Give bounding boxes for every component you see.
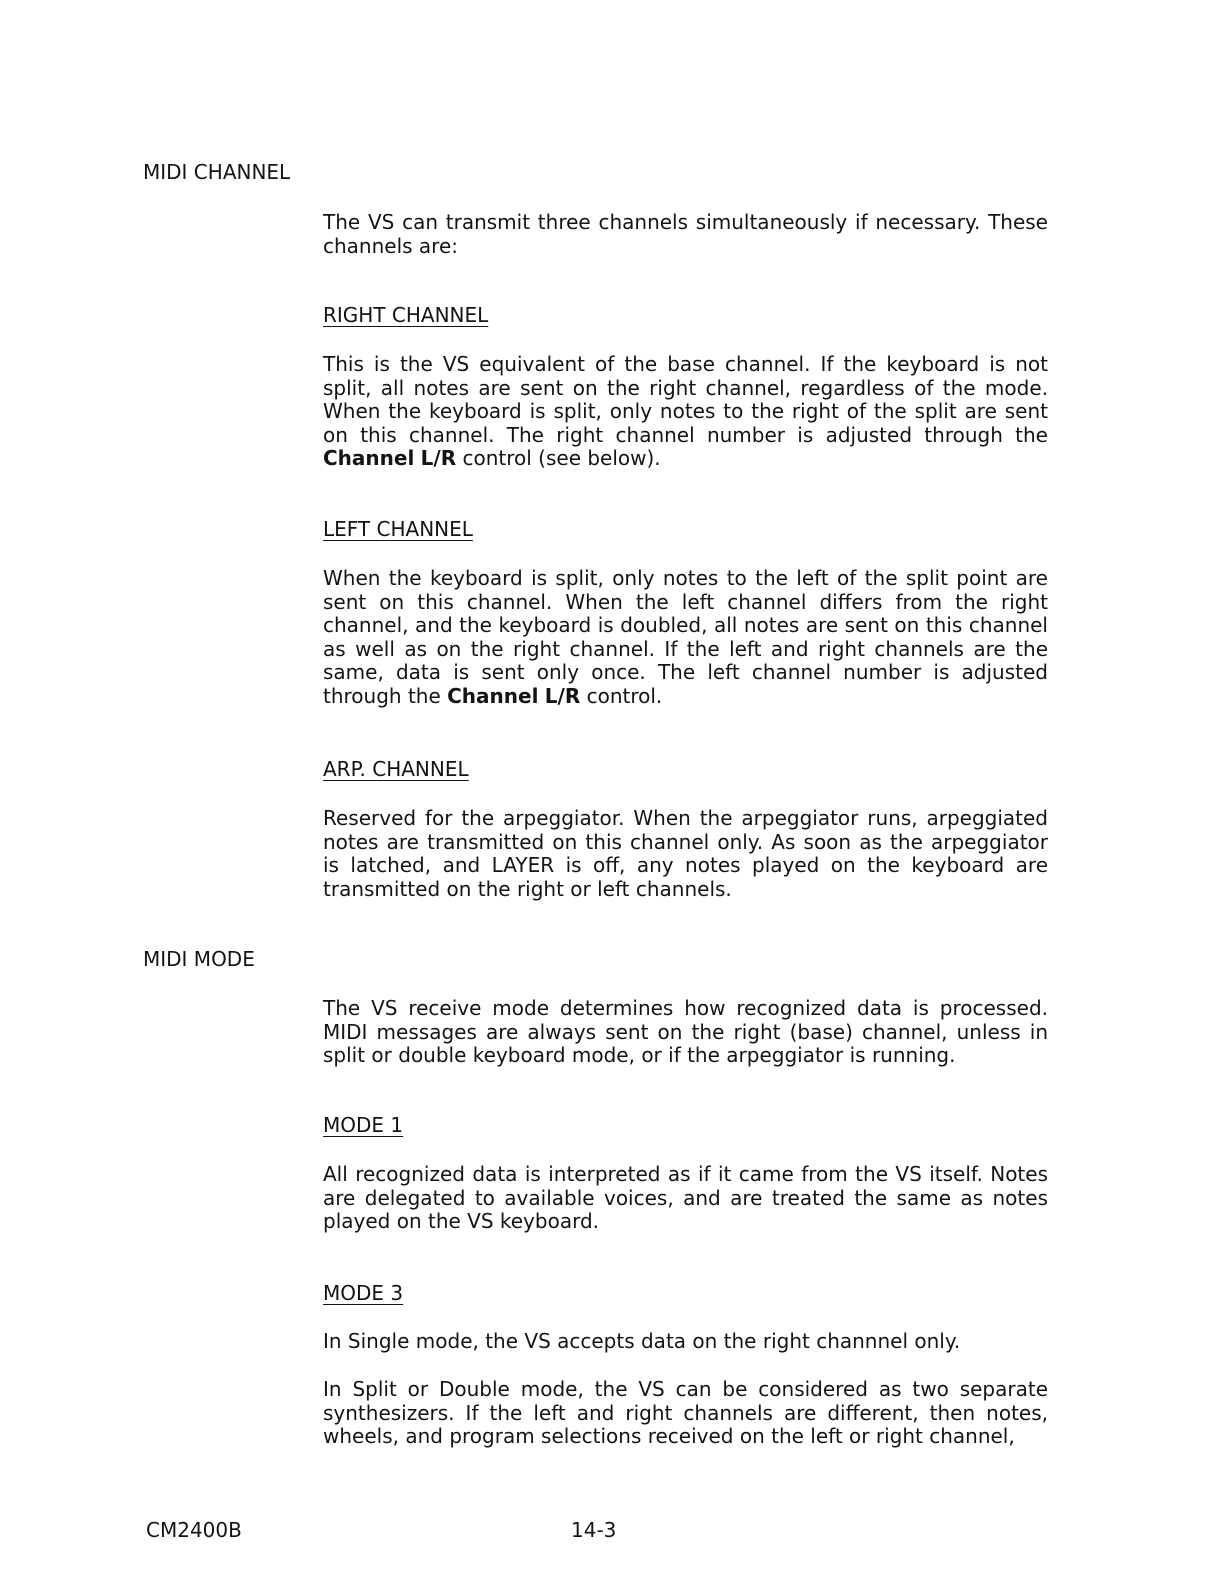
mode1-paragraph: All recognized data is interpreted as if it came from the VS itself. Notes are delegated to available voices, and are treated the same as notes played on the VS keyboard. xyxy=(323,1162,1048,1233)
mode3-title-block xyxy=(323,1281,1048,1305)
right-channel-paragraph xyxy=(323,353,1048,471)
right-channel-control-name: Channel xyxy=(323,446,415,470)
footer-page-number: 14-3 xyxy=(571,1518,617,1542)
subheading-right-channel: RIGHT CHANNEL xyxy=(323,303,489,327)
heading-midi-mode: MIDI MODE xyxy=(143,947,255,971)
mode3-block-2 xyxy=(323,1378,1048,1449)
right-channel-text: This is the VS equivalent of the base channel. If the keyboard is not split, all notes are sent on the right channel, regardless of the mode. When the keyboard is split, only notes to the right of the split are sent on this channel. The right channel number is adjusted through the xyxy=(323,352,1048,447)
right-channel-control-lr: L/R xyxy=(420,446,457,470)
mode1-title-block xyxy=(323,1113,1048,1137)
mode1-block xyxy=(323,1163,1048,1234)
left-channel-control-lr: L/R xyxy=(544,683,581,708)
heading-midi-channel: MIDI CHANNEL xyxy=(143,160,291,184)
midi-channel-intro-block xyxy=(323,211,1048,258)
subheading-left-channel: LEFT CHANNEL xyxy=(323,517,473,541)
arp-channel-block xyxy=(323,807,1048,901)
midi-channel-intro: The VS can transmit three channels simultaneously if necessary. These channels are: xyxy=(323,210,1048,258)
left-channel-title-block xyxy=(323,517,1048,541)
subheading-mode-3: MODE 3 xyxy=(323,1281,404,1305)
subheading-arp-channel: ARP. CHANNEL xyxy=(323,757,469,781)
left-channel-text: When the keyboard is split, only notes to the left of the split point are sent on this channel. When the left channel differs from the right channel, and the keyboard is doubled, all notes are sent on this channel as well as on the right channel. If the left and right channels are the same, data is sent only once. The left channel number is adjusted through the xyxy=(323,566,1048,708)
midi-mode-intro: The VS receive mode determines how recognized data is processed. MIDI messages are always sent on the right (base) channel, unless in split or double keyboard mode, or if the arpeggiator is running. xyxy=(323,996,1048,1067)
right-channel-text-end: control (see below). xyxy=(456,446,661,470)
right-channel-title-block xyxy=(323,303,1048,327)
mode3-block-1 xyxy=(323,1330,1048,1354)
subheading-mode-1: MODE 1 xyxy=(323,1113,404,1137)
arp-channel-paragraph: Reserved for the arpeggiator. When the arpeggiator runs, arpeggiated notes are transmitted on this channel only. As soon as the arpeggiator is latched, and LAYER is off, any notes played on the keyboard are transmitted on the right or left channels. xyxy=(323,806,1048,901)
mode3-paragraph-1: In Single mode, the VS accepts data on the right channnel only. xyxy=(323,1329,961,1353)
left-channel-control-name: Channel xyxy=(447,683,539,708)
left-channel-block xyxy=(323,567,1048,708)
left-channel-paragraph xyxy=(323,567,1048,708)
mode3-paragraph-2: In Split or Double mode, the VS can be considered as two separate synthesizers. If the left and right channels are different, then notes, wheels, and program selections received on the left or right channel, xyxy=(323,1377,1048,1448)
right-channel-block xyxy=(323,353,1048,471)
arp-channel-title-block xyxy=(323,757,1048,781)
midi-mode-intro-block xyxy=(323,997,1048,1068)
footer-doc-code: CM2400B xyxy=(146,1518,242,1542)
left-channel-text-end: control. xyxy=(580,683,663,708)
